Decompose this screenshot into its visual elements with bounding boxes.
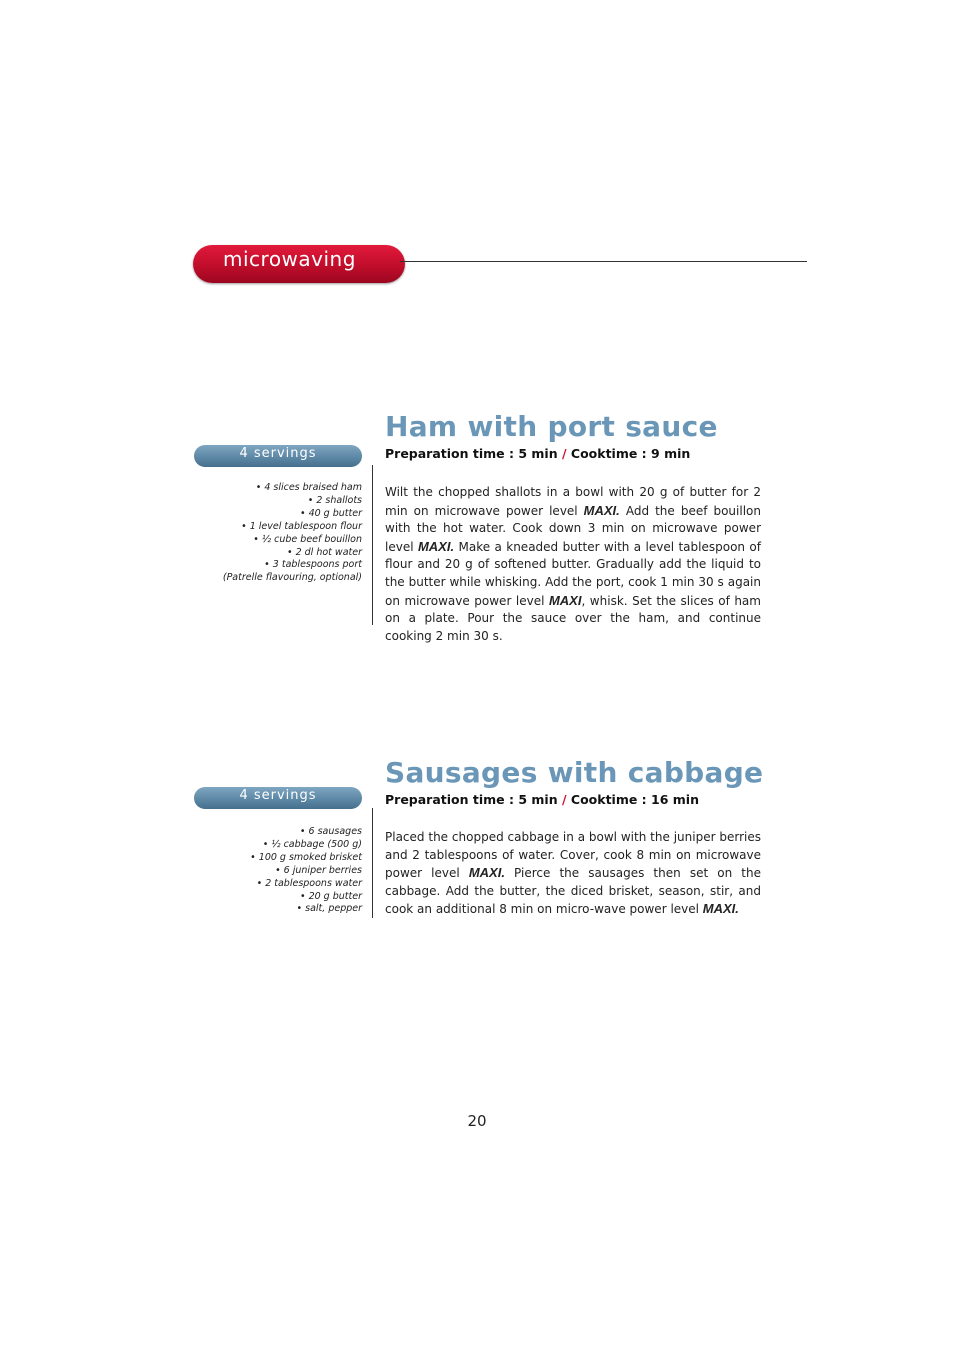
power-level: MAXI. (417, 538, 455, 554)
ingredient-item: • 20 g butter (299, 890, 362, 902)
page-number: 20 (467, 1112, 487, 1130)
ingredient-list (194, 826, 362, 916)
ingredient-rule (372, 808, 373, 918)
ingredient-note: (Patrelle flavouring, optional) (222, 572, 362, 584)
time-separator: / (561, 446, 567, 461)
instruction-text: Wilt the chopped shallots in a bowl with 20 g of butter for 2 min on microwave power level (385, 485, 761, 518)
section-title: microwaving (223, 247, 356, 271)
ingredient-item: • 2 shallots (307, 494, 362, 506)
ingredient-item: • salt, pepper (296, 903, 362, 915)
ingredient-item: • 2 dl hot water (286, 546, 362, 558)
ingredient-item: • 1 level tablespoon flour (241, 520, 362, 532)
instruction-text: , whisk. Set the slices of ham on a plate. Pour the sauce over the ham, and continue cooking 2 min 30 s. (385, 593, 761, 643)
power-level: MAXI. (468, 865, 505, 881)
cook-time: Cooktime : 16 min (570, 792, 699, 807)
prep-time: Preparation time : 5 min (385, 792, 558, 807)
recipe-times (385, 446, 690, 461)
ingredient-item: • 6 juniper berries (275, 864, 362, 876)
ingredient-item: • 2 tablespoons water (256, 877, 362, 889)
recipe-title: Ham with port sauce (385, 410, 718, 443)
ingredient-item: • ½ cube beef bouillon (253, 533, 362, 545)
recipe-instructions (385, 829, 761, 919)
ingredient-item: • 3 tablespoons port (264, 559, 362, 571)
instruction-text: Add the beef bouillon with the hot water. Cook down 3 min on microwave power level (385, 503, 761, 554)
instruction-text: Placed the chopped cabbage in a bowl with the juniper berries and 2 tablespoons of water. Cover, cook 8 min on microwave power level (385, 830, 761, 881)
instruction-text: Make a kneaded butter with a level tablespoon of flour and 20 g of softened butter. Gradually add the liquid to the butter while whisking. Add the port, cook 1 min 30 s again on microwave power level (385, 539, 761, 608)
ingredient-item: • 100 g smoked brisket (250, 851, 362, 863)
ingredient-item: • 6 sausages (299, 826, 362, 837)
ingredient-rule (372, 465, 373, 625)
prep-time: Preparation time : 5 min (385, 446, 558, 461)
power-level: MAXI. (702, 901, 739, 917)
section-tab (193, 245, 405, 283)
cook-time: Cooktime : 9 min (570, 446, 691, 461)
ingredient-item: • 40 g butter (299, 507, 362, 519)
power-level: MAXI (548, 592, 582, 608)
servings-label: 4 servings (239, 446, 317, 461)
instruction-text: Pierce the sausages then set on the cabbage. Add the butter, the diced brisket, season, stir, and cook an additional 8 min on micro-wave power level (385, 866, 761, 917)
servings-label: 4 servings (239, 788, 317, 803)
recipe-times (385, 792, 699, 807)
ingredient-list (194, 482, 362, 585)
time-separator: / (561, 792, 567, 807)
servings-badge (194, 445, 362, 467)
section-divider (400, 261, 807, 262)
servings-badge (194, 787, 362, 809)
ingredient-item: • ½ cabbage (500 g) (262, 838, 362, 850)
power-level: MAXI. (583, 502, 620, 518)
ingredient-item: • 4 slices braised ham (255, 482, 362, 493)
recipe-title: Sausages with cabbage (385, 756, 764, 789)
recipe-instructions (385, 484, 761, 645)
